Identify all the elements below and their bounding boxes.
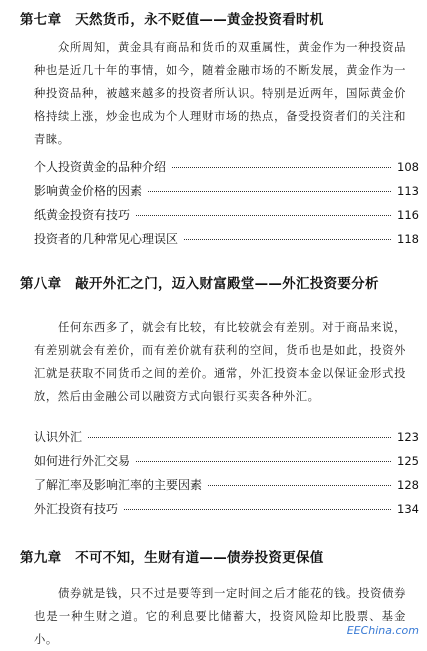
dot-leader: [184, 239, 391, 240]
toc-entry[interactable]: [34, 182, 419, 206]
chapter-8-toc: [34, 428, 419, 524]
toc-entry-title: 如何进行外汇交易: [34, 454, 131, 468]
dot-leader: [172, 167, 391, 168]
toc-entry-title: 了解汇率及影响汇率的主要因素: [34, 478, 203, 492]
dot-leader: [136, 215, 391, 216]
toc-entry-page: 134: [397, 502, 419, 516]
toc-entry-title: 纸黄金投资有技巧: [34, 208, 131, 222]
toc-entry[interactable]: [34, 158, 419, 182]
toc-entry[interactable]: [34, 476, 419, 500]
chapter-7-toc: [34, 158, 419, 254]
dot-leader: [136, 461, 391, 462]
dot-leader: [124, 509, 391, 510]
dot-leader: [148, 191, 391, 192]
toc-entry-page: 116: [397, 208, 419, 222]
toc-entry-page: 108: [397, 160, 419, 174]
toc-entry-page: 123: [397, 430, 419, 444]
toc-entry-page: 113: [397, 184, 419, 198]
toc-entry-page: 125: [397, 454, 419, 468]
dot-leader: [208, 485, 391, 486]
watermark-logo: EEChina.com: [346, 624, 419, 637]
toc-entry[interactable]: [34, 230, 419, 254]
chapter-7-intro: 众所周知，黄金具有商品和货币的双重属性，黄金作为一种投资品种也是近几十年的事情，如今，随着金融市场的不断发展，黄金作为一种投资品种，被越来越多的投资者所认识。特别是近两年，国际黄金价格持续上涨，炒金也成为个人理财市场的热点，备受投资者们的关注和青睐。: [34, 41, 406, 146]
dot-leader: [88, 437, 391, 438]
toc-entry-title: 影响黄金价格的因素: [34, 184, 143, 198]
chapter-9-title: 第九章 不可不知，生财有道——债券投资更保值: [20, 550, 324, 566]
toc-entry-title: 外汇投资有技巧: [34, 502, 119, 516]
chapter-7-title: 第七章 天然货币，永不贬值——黄金投资看时机: [20, 12, 324, 28]
toc-entry-page: 128: [397, 478, 419, 492]
toc-entry[interactable]: [34, 206, 419, 230]
toc-entry-page: 118: [397, 232, 419, 246]
chapter-9-intro: 债券就是钱，只不过是要等到一定时间之后才能花的钱。投资债券也是一种生财之道。它的利息要比储蓄大，投资风险却比股票、基金小。: [34, 587, 406, 646]
chapter-8-intro: 任何东西多了，就会有比较，有比较就会有差别。对于商品来说，有差别就会有差价，而有差价就有获利的空间，货币也是如此，投资外汇就是获取不同货币之间的差价。通常，外汇投资本金以保证金形式投放，然后由金融公司以融资方式向银行买卖各种外汇。: [34, 321, 406, 403]
toc-entry-title: 个人投资黄金的品种介绍: [34, 160, 167, 174]
toc-entry[interactable]: [34, 428, 419, 452]
toc-entry[interactable]: [34, 500, 419, 524]
toc-entry[interactable]: [34, 452, 419, 476]
chapter-8-title: 第八章 敲开外汇之门，迈入财富殿堂——外汇投资要分析: [20, 276, 379, 292]
toc-entry-title: 投资者的几种常见心理误区: [34, 232, 179, 246]
toc-entry-title: 认识外汇: [34, 430, 83, 444]
